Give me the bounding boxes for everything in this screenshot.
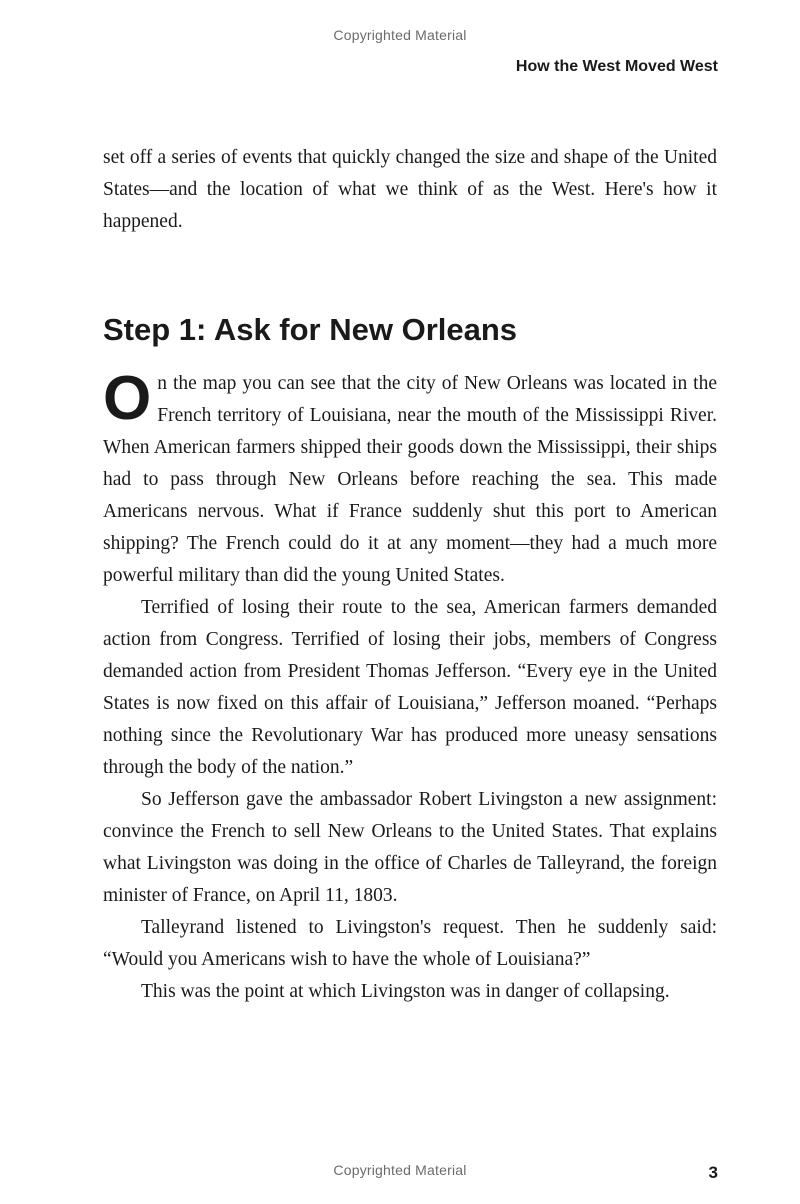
paragraph-1-text: n the map you can see that the city of New Orleans was located in the French territory of Louisiana, near the mouth of the Mississippi River. When American farmers shipped their goods down the Mississippi, their ships had to pass through New Orleans before reaching the sea. This made Americans nervous. What if France suddenly shut this port to American shipping? The French could do it at any moment—they had a much more powerful military than did the young United States. (103, 373, 717, 586)
copyright-watermark-bottom: Copyrighted Material (333, 1162, 467, 1178)
paragraph-5: This was the point at which Livingston was in danger of collapsing. (141, 981, 670, 1002)
running-head: How the West Moved West (515, 58, 718, 75)
copyright-watermark-top: Copyrighted Material (333, 27, 467, 43)
section-heading: Step 1: Ask for New Orleans (103, 312, 518, 347)
paragraph-4: Talleyrand listened to Livingston's request. Then he suddenly said: “Would you Americans wish to have the whole of Louisiana?” (103, 917, 717, 970)
paragraph-1 (103, 364, 717, 592)
paragraph-3: So Jefferson gave the ambassador Robert Livingston a new assignment: convince the French to sell New Orleans to the United States. That explains what Livingston was doing in the office of Charles de Talleyrand, the foreign minister of France, on April 11, 1803. (103, 789, 717, 906)
page-number: 3 (708, 1163, 718, 1182)
paragraph-2: Terrified of losing their route to the sea, American farmers demanded action from Congress. Terrified of losing their jobs, members of Congress demanded action from President Thomas Jefferson. “Every eye in the United States is now fixed on this affair of Louisiana,” Jefferson moaned. “Perhaps nothing since the Revolutionary War has produced more uneasy sensations through the body of the nation.” (103, 597, 717, 778)
drop-cap: O (103, 364, 152, 433)
body-text (103, 364, 717, 1008)
continuation-paragraph: set off a series of events that quickly changed the size and shape of the United States—and the location of what we think of as the West. Here's how it happened. (103, 147, 717, 232)
